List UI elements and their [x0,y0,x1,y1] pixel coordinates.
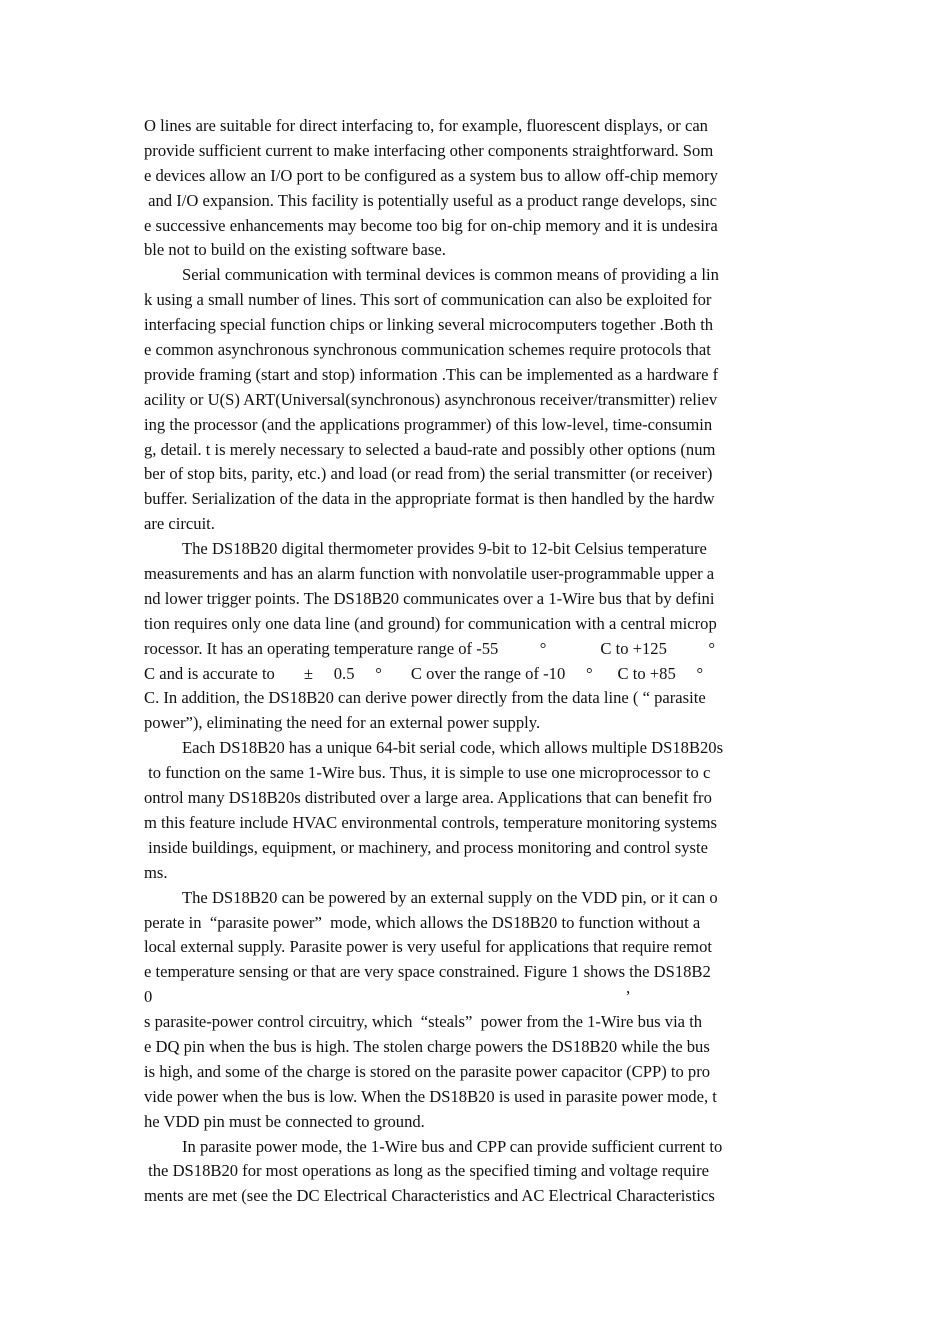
text-line: tion requires only one data line (and ground) for communication with a central microp [144,613,717,633]
text-line: interfacing special function chips or linking several microcomputers together .Both th [144,315,714,335]
text-line: ments are met (see the DC Electrical Characteristics and AC Electrical Characteristics [144,1186,715,1206]
text-line: ontrol many DS18B20s distributed over a large area. Applications that can benefit fro [144,788,712,808]
text-line: is high, and some of the charge is stored on the parasite power capacitor (CPP) to pro [144,1061,711,1081]
text-line: he VDD pin must be connected to ground. [144,1111,425,1131]
text-line: buffer. Serialization of the data in the appropriate format is then handled by the hardw [144,489,715,509]
text-line: k using a small number of lines. This sort of communication can also be exploited for [144,290,712,310]
text-line: provide sufficient current to make interfacing other components straightforward. Som [144,140,714,160]
paragraph-first-line: In parasite power mode, the 1-Wire bus and CPP can provide sufficient current to [182,1136,723,1156]
text-line: g, detail. t is merely necessary to selected a baud-rate and possibly other options (num [144,439,716,459]
paragraph-first-line: Serial communication with terminal devices is common means of providing a lin [182,265,719,285]
text-line: perate in “parasite power” mode, which allows the DS18B20 to function without a [144,912,701,932]
text-line: acility or U(S) ART(Universal(synchronous) asynchronous receiver/transmitter) reliev [144,389,718,409]
text-line: to function on the same 1-Wire bus. Thus, it is simple to use one microprocessor to c [144,763,711,783]
text-line: s parasite-power control circuitry, which “steals” power from the 1-Wire bus via th [144,1012,703,1032]
text-line: inside buildings, equipment, or machinery, and process monitoring and control syste [144,837,708,857]
text-line: O lines are suitable for direct interfacing to, for example, fluorescent displays, or can [144,116,708,135]
text-line: the DS18B20 for most operations as long as the specified timing and voltage require [144,1161,709,1181]
text-line: measurements and has an alarm function with nonvolatile user-programmable upper a [144,564,715,584]
text-line: C and is accurate to ± 0.5 ° C over the range of -10 ° C to +85 ° [144,663,704,683]
text-line: ing the processor (and the applications programmer) of this low-level, time-consumin [144,414,713,434]
text-line: e DQ pin when the bus is high. The stolen charge powers the DS18B20 while the bus [144,1036,710,1056]
text-line: e common asynchronous synchronous communication schemes require protocols that [144,340,711,360]
text-line: 0 ’ [144,987,631,1007]
text-line: rocessor. It has an operating temperature range of -55 ° C to +125 ° [144,638,716,658]
text-line: e successive enhancements may become too big for on-chip memory and it is undesira [144,215,718,235]
text-line: e temperature sensing or that are very space constrained. Figure 1 shows the DS18B2 [144,962,711,982]
text-line: vide power when the bus is low. When the DS18B20 is used in parasite power mode, t [144,1086,717,1106]
text-line: ms. [144,862,168,882]
paragraph-first-line: The DS18B20 can be powered by an external supply on the VDD pin, or it can o [182,887,718,907]
body-text [144,114,814,1209]
paragraph-first-line: Each DS18B20 has a unique 64-bit serial code, which allows multiple DS18B20s [182,738,724,758]
text-line: power”), eliminating the need for an external power supply. [144,713,541,733]
text-line: e devices allow an I/O port to be configured as a system bus to allow off-chip memory [144,165,718,185]
text-line: and I/O expansion. This facility is potentially useful as a product range develops, sinc [144,190,717,210]
text-line: ber of stop bits, parity, etc.) and load (or read from) the serial transmitter (or receiver) [144,464,713,484]
text-line: provide framing (start and stop) information .This can be implemented as a hardware f [144,364,719,384]
text-line: ble not to build on the existing software base. [144,240,446,260]
text-line: C. In addition, the DS18B20 can derive power directly from the data line ( “ parasite [144,688,706,708]
text-line: nd lower trigger points. The DS18B20 communicates over a 1-Wire bus that by defini [144,588,715,608]
text-line: local external supply. Parasite power is very useful for applications that require remot [144,937,712,957]
paragraph-first-line: The DS18B20 digital thermometer provides 9-bit to 12-bit Celsius temperature [182,539,707,559]
text-line: m this feature include HVAC environmental controls, temperature monitoring systems [144,812,717,832]
text-line: are circuit. [144,514,215,534]
